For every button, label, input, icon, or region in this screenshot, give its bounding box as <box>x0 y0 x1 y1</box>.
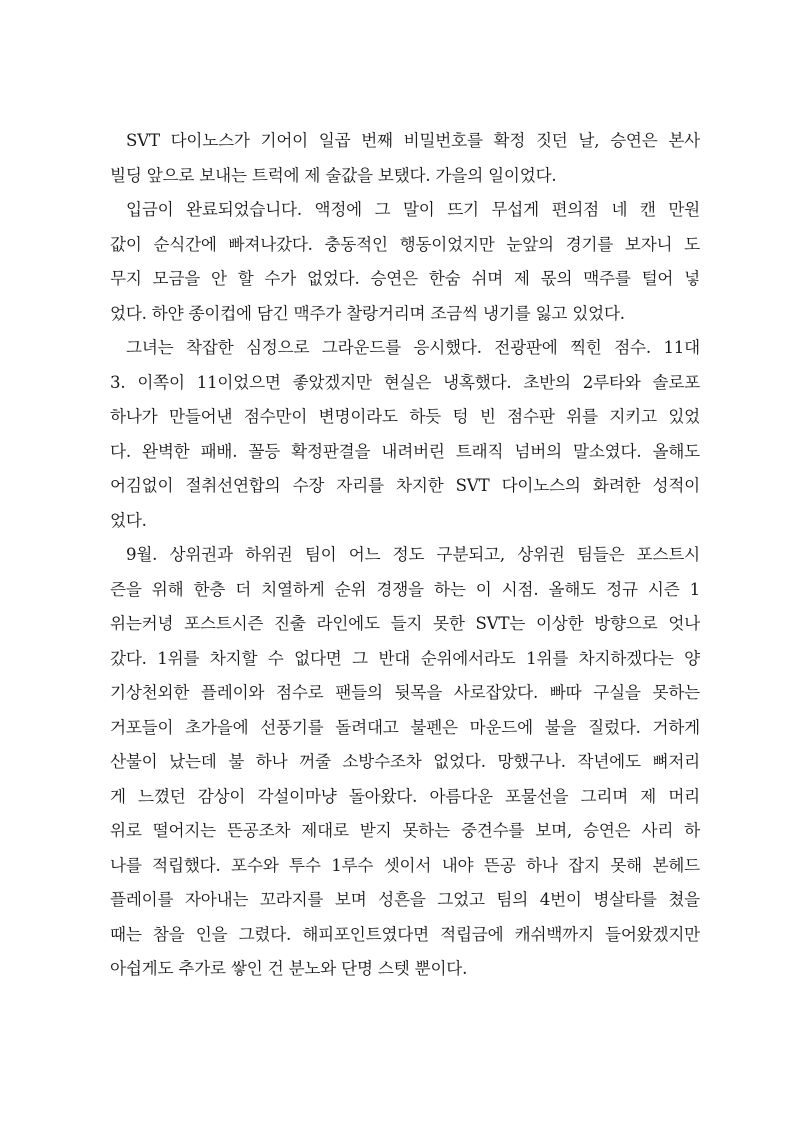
paragraph-3 <box>110 331 700 538</box>
text-line: 산불이 났는데 불 하나 꺼줄 소방수조차 없었다. 망했구나. 작년에도 뼈저리 <box>110 752 700 771</box>
paragraph-1 <box>110 124 700 193</box>
text-line: 3. 이쪽이 11이었으면 좋았겠지만 현실은 냉혹했다. 초반의 2루타와 솔로포 <box>110 372 700 392</box>
text-line: 하나가 만들어낸 점수만이 변명이라도 하듯 텅 빈 점수판 위를 지키고 있었 <box>110 407 700 426</box>
text-line: 입금이 완료되었습니다. 액정에 그 말이 뜨기 무섭게 편의점 네 캔 만원 <box>126 200 700 219</box>
text-line: 었다. <box>110 510 147 530</box>
text-line: 게 느꼈던 감상이 각설이마냥 돌아왔다. 아름다운 포물선을 그리며 제 머리 <box>110 786 700 806</box>
text-line: 다. 완벽한 패배. 꼴등 확정판결을 내려버린 트래직 넘버의 말소였다. 올해도 <box>110 441 700 461</box>
text-line: 때는 참을 인을 그렸다. 해피포인트였다면 적립금에 캐쉬백까지 들어왔겠지만 <box>110 924 700 944</box>
text-line: 위는커녕 포스트시즌 진출 라인에도 들지 못한 SVT는 이상한 방향으로 엇나 <box>110 614 700 633</box>
text-line: 빌딩 앞으로 보내는 트럭에 제 술값을 보탰다. 가을의 일이었다. <box>110 165 557 185</box>
text-line: 무지 모금을 안 할 수가 없었다. 승연은 한숨 쉬며 제 몫의 맥주를 털어 넣 <box>110 269 700 288</box>
text-line: 위로 떨어지는 뜬공조차 제대로 받지 못하는 중견수를 보며, 승연은 사리 하 <box>110 821 700 840</box>
text-line: 거포들이 초가을에 선풍기를 돌려대고 불펜은 마운드에 불을 질렀다. 거하게 <box>110 717 700 737</box>
text-line: SVT 다이노스가 기어이 일곱 번째 비밀번호를 확정 짓던 날, 승연은 본사 <box>126 131 700 150</box>
text-line: 갔다. 1위를 차지할 수 없다면 그 반대 순위에서라도 1위를 차지하겠다는 양 <box>110 648 700 668</box>
text-line: 9월. 상위권과 하위권 팀이 어느 정도 구분되고, 상위권 팀들은 포스트시 <box>126 545 700 564</box>
text-line: 었다. 하얀 종이컵에 담긴 맥주가 찰랑거리며 조금씩 냉기를 잃고 있었다. <box>110 303 625 323</box>
text-line: 나를 적립했다. 포수와 투수 1루수 셋이서 내야 뜬공 하나 잡지 못해 본헤드 <box>110 855 700 875</box>
text-line: 그녀는 착잡한 심정으로 그라운드를 응시했다. 전광판에 찍힌 점수. 11대 <box>126 338 700 357</box>
text-line: 값이 순식간에 빠져나갔다. 충동적인 행동이었지만 눈앞의 경기를 보자니 도 <box>110 234 700 254</box>
document-page <box>110 124 700 987</box>
text-line: 즌을 위해 한층 더 치열하게 순위 경쟁을 하는 이 시점. 올해도 정규 시즌 1 <box>110 579 700 599</box>
paragraph-2 <box>110 193 700 331</box>
paragraph-4 <box>110 538 700 987</box>
text-line: 기상천외한 플레이와 점수로 팬들의 뒷목을 사로잡았다. 빠따 구실을 못하는 <box>110 683 700 702</box>
text-line: 플레이를 자아내는 꼬라지를 보며 성흔을 그었고 팀의 4번이 병살타를 쳤을 <box>110 890 700 909</box>
text-line: 어김없이 절취선연합의 수장 자리를 차지한 SVT 다이노스의 화려한 성적이 <box>110 476 700 495</box>
text-line: 아쉽게도 추가로 쌓인 건 분노와 단명 스텟 뿐이다. <box>110 959 468 978</box>
